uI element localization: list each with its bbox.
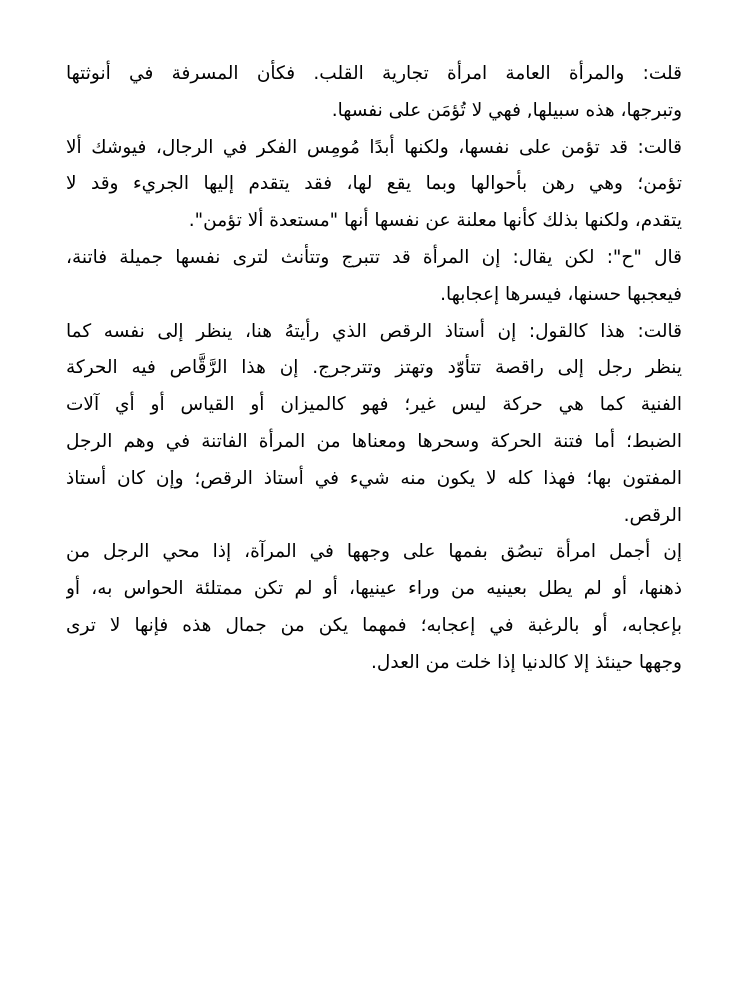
text-line: فيعجبها حسنها، فيسرها إعجابها. bbox=[440, 283, 682, 305]
text-line: ينظر رجل إلى راقصة تتأوّد وتهتز وتترجرج. إن هذا الرَّقَّاص فيه الحركة bbox=[66, 357, 682, 379]
text-line: الفنية كما هي حركة ليس غير؛ فهو كالميزان أو القياس أو أي آلات bbox=[66, 394, 682, 416]
text-line: إن أجمل امرأة تبصُق بفمها على وجهها في المرآة، إذا محي الرجل من bbox=[66, 541, 682, 563]
text-line: يتقدم، ولكنها بذلك كأنها معلنة عن نفسها أنها "مستعدة ألا تؤمن". bbox=[188, 210, 682, 232]
text-line: وجهها حينئذ إلا كالدنيا إذا خلت من العدل. bbox=[371, 651, 682, 673]
document-body bbox=[66, 56, 682, 682]
text-line: قالت: هذا كالقول: إن أستاذ الرقص الذي رأيتهُ هنا، ينظر إلى نفسه كما bbox=[66, 320, 682, 342]
paragraph bbox=[66, 314, 682, 535]
text-line: بإعجابه، أو بالرغبة في إعجابه؛ فمهما يكن من جمال هذه فإنها لا ترى bbox=[66, 614, 682, 636]
text-line: الضبط؛ أما فتنة الحركة وسحرها ومعناها من المرأة الفاتنة في وهم الرجل bbox=[66, 430, 682, 452]
text-line: قالت: قد تؤمن على نفسها، ولكنها أبدًا مُومِس الفكر في الرجال، فيوشك ألا bbox=[66, 136, 682, 158]
text-line: تؤمن؛ وهي رهن بأحوالها وبما يقع لها، فقد يتقدم إليها الجريء وقد لا bbox=[66, 173, 682, 195]
paragraph bbox=[66, 240, 682, 314]
text-line: وتبرجها، هذه سبيلها, فهي لا تُؤمَن على نفسها. bbox=[331, 99, 682, 121]
text-line: ذهنها، أو لم يطل بعينيه من وراء عينيها، أو لم تكن ممتلئة الحواس به، أو bbox=[66, 578, 682, 600]
text-line: قلت: والمرأة العامة امرأة تجارية القلب. فكأن المسرفة في أنوثتها bbox=[66, 63, 682, 84]
paragraph bbox=[66, 534, 682, 681]
text-line: الرقص. bbox=[623, 504, 682, 526]
paragraph bbox=[66, 130, 682, 240]
text-line: قال "ح": لكن يقال: إن المرأة قد تتبرج وتتأنث لترى نفسها جميلة فاتنة، bbox=[66, 246, 682, 268]
text-line: المفتون بها؛ فهذا كله لا يكون منه شيء في أستاذ الرقص؛ وإن كان أستاذ bbox=[66, 467, 682, 489]
paragraph bbox=[66, 56, 682, 130]
